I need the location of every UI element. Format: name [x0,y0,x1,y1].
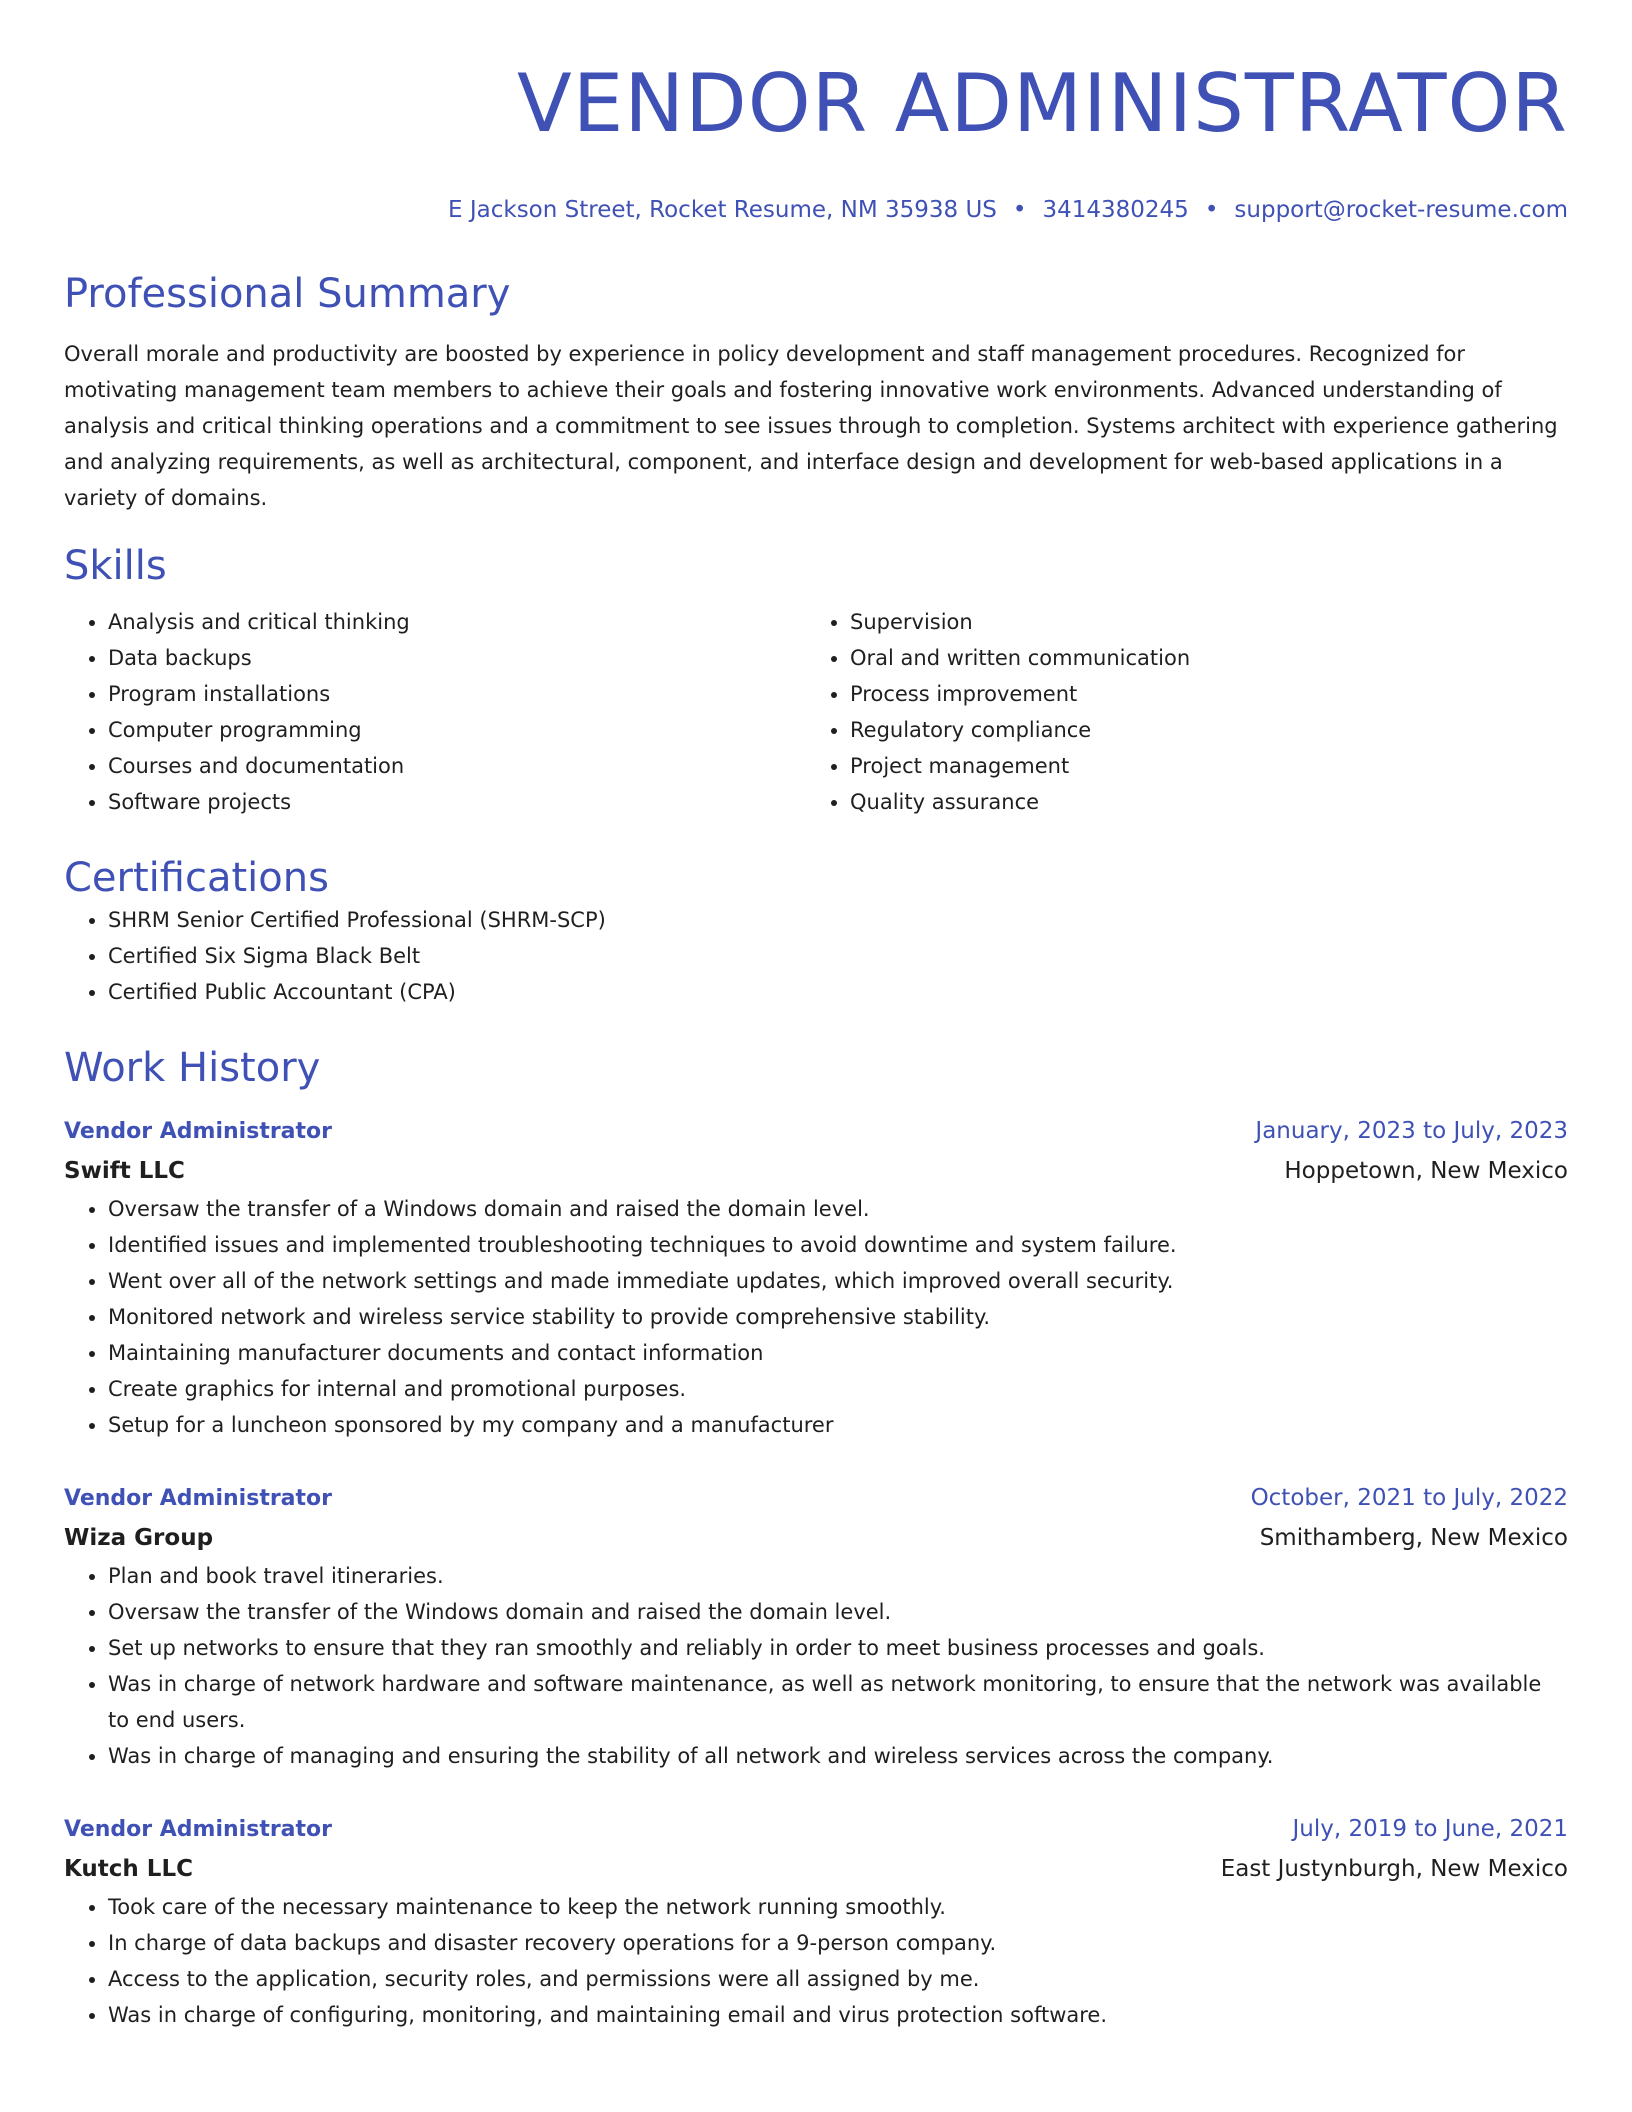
job-duty: • Was in charge of network hardware and software maintenance, as well as network monitoring, to ensure that the network was available to end users. [108,1666,1568,1738]
job-entry [64,1112,1568,1443]
job-dates: January, 2023 to July, 2023 [1255,1118,1568,1144]
skills-list-left [64,604,806,820]
job-duties-list [64,1191,1568,1443]
job-location: Smithamberg, New Mexico [1259,1525,1568,1551]
job-location: East Justynburgh, New Mexico [1220,1856,1568,1882]
summary-text: Overall morale and productivity are boosted by experience in policy development and staff management procedures. Recognized for motivating management team members to achieve their goals and fostering innovative work environments. Advanced understanding of analysis and critical thinking operations and a commitment to see issues through to completion. Systems architect with experience gathering and analyzing requirements, as well as architectural, component, and interface design and development for web-based applications in a variety of domains. [64,342,1558,510]
certification-item: • Certified Public Accountant (CPA) [108,974,1568,1010]
skill-item: • Quality assurance [850,784,1548,820]
skill-item: • Regulatory compliance [850,712,1548,748]
contact-line [64,194,1568,226]
certifications-heading: Certifications [64,855,329,901]
job-company-row [64,1518,1568,1558]
summary-heading: Professional Summary [64,271,511,317]
job-duty: • Plan and book travel itineraries. [108,1558,1568,1594]
job-duty: • Setup for a luncheon sponsored by my company and a manufacturer [108,1407,1568,1443]
contact-phone: 3414380245 [1042,197,1189,223]
skill-item: • Computer programming [108,712,806,748]
job-duty: • Access to the application, security roles, and permissions were all assigned by me. [108,1961,1568,1997]
job-title: Vendor Administrator [64,1486,333,1511]
job-duty: • Monitored network and wireless service stability to provide comprehensive stability. [108,1299,1568,1335]
job-duty: • Set up networks to ensure that they ran smoothly and reliably in order to meet business processes and goals. [108,1630,1568,1666]
job-duty: • Was in charge of configuring, monitoring, and maintaining email and virus protection software. [108,1997,1568,2033]
skill-item: • Project management [850,748,1548,784]
job-entry [64,1810,1568,2033]
skill-item: • Oral and written communication [850,640,1548,676]
job-duty: • Identified issues and implemented troubleshooting techniques to avoid downtime and system failure. [108,1227,1568,1263]
contact-separator: • [1204,197,1219,223]
job-duties-list [64,1889,1568,2033]
certification-item: • Certified Six Sigma Black Belt [108,938,1568,974]
job-entry [64,1479,1568,1774]
skill-item: • Data backups [108,640,806,676]
job-title-row [64,1810,1568,1849]
job-company-row [64,1151,1568,1191]
certifications-list [64,902,1568,1010]
skills-heading: Skills [64,543,167,589]
contact-address: E Jackson Street, Rocket Resume, NM 35938 US [448,197,997,223]
skills-column-left [64,604,806,820]
job-company: Wiza Group [64,1525,214,1551]
skills-list-right [806,604,1548,820]
job-duty: • Took care of the necessary maintenance to keep the network running smoothly. [108,1889,1568,1925]
job-company: Kutch LLC [64,1856,193,1882]
skill-item: • Process improvement [850,676,1548,712]
certification-item: • SHRM Senior Certified Professional (SHRM-SCP) [108,902,1568,938]
job-title: Vendor Administrator [64,1119,333,1144]
job-duty: • Oversaw the transfer of a Windows domain and raised the domain level. [108,1191,1568,1227]
job-title: Vendor Administrator [64,1817,333,1842]
job-duty: • Oversaw the transfer of the Windows domain and raised the domain level. [108,1594,1568,1630]
contact-separator: • [1012,197,1027,223]
skill-item: • Supervision [850,604,1548,640]
skill-item: • Analysis and critical thinking [108,604,806,640]
job-title-row [64,1479,1568,1518]
job-duty: • In charge of data backups and disaster recovery operations for a 9-person company. [108,1925,1568,1961]
job-duty: • Was in charge of managing and ensuring the stability of all network and wireless services across the company. [108,1738,1568,1774]
resume-header [64,0,1568,226]
work-history-heading: Work History [64,1045,321,1091]
job-duties-list [64,1558,1568,1774]
job-title-row [64,1112,1568,1151]
job-dates: October, 2021 to July, 2022 [1250,1485,1568,1511]
job-company: Swift LLC [64,1158,185,1184]
skill-item: • Program installations [108,676,806,712]
skill-item: • Software projects [108,784,806,820]
job-duty: • Went over all of the network settings and made immediate updates, which improved overall security. [108,1263,1568,1299]
candidate-name: VENDOR ADMINISTRATOR [516,57,1568,150]
job-duty: • Maintaining manufacturer documents and contact information [108,1335,1568,1371]
job-duty: • Create graphics for internal and promotional purposes. [108,1371,1568,1407]
job-dates: July, 2019 to June, 2021 [1292,1816,1568,1842]
skill-item: • Courses and documentation [108,748,806,784]
skills-grid [64,604,1568,820]
job-company-row [64,1849,1568,1889]
skills-column-right [806,604,1548,820]
contact-email: support@rocket-resume.com [1234,197,1568,223]
job-location: Hoppetown, New Mexico [1284,1158,1568,1184]
